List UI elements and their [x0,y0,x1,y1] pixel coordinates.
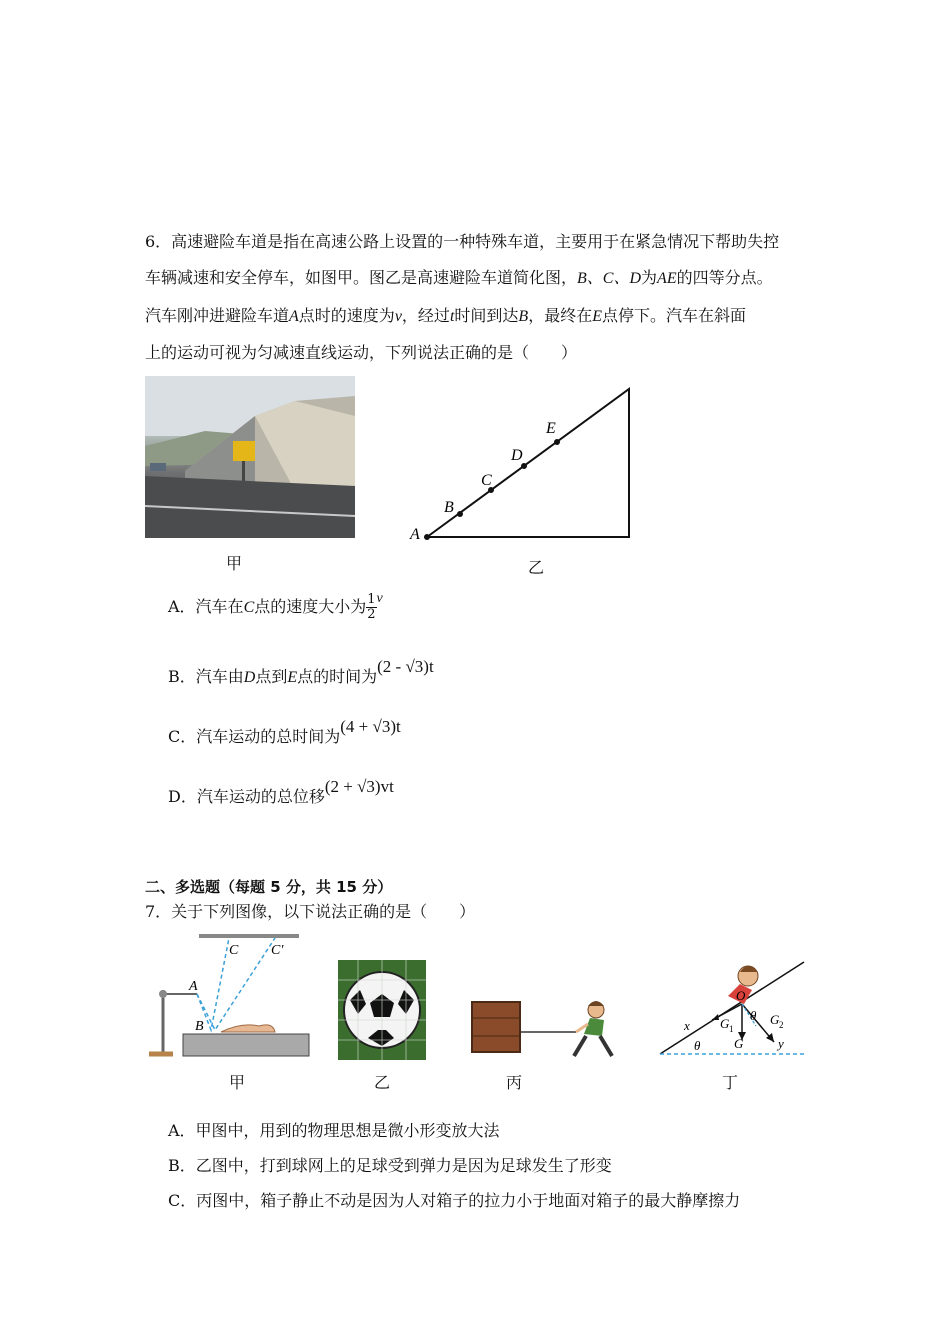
q6-option-d[interactable]: D．汽车运动的总位移(2 + √3)vt [168,777,394,806]
soccer-ball-figure [338,960,426,1060]
point-e [554,439,560,445]
svg-text:C′: C′ [271,943,284,958]
fraction-one-half: $\frac{1}{2}$ [367,592,376,622]
q7-caption-jia: 甲 [229,1073,246,1092]
label-d: D [511,447,523,464]
svg-text:B: B [195,1019,204,1034]
q6-option-b[interactable]: B．汽车由D点到E点的时间为(2 - √3)t [168,657,434,686]
q6-option-c[interactable]: C．汽车运动的总时间为(4 + √3)t [168,717,401,746]
pulling-crate-figure [466,996,626,1060]
svg-text:A: A [189,979,198,994]
svg-text:y: y [778,1036,784,1051]
svg-text:2: 2 [779,1020,784,1030]
scale-bar [199,934,299,938]
svg-text:θ: θ [694,1038,701,1053]
svg-text:G: G [770,1012,780,1027]
q7-caption-ding: 丁 [722,1073,739,1092]
label-b: B [444,499,454,516]
table-box [183,1034,309,1056]
caption-yi: 乙 [528,558,545,577]
label-c: C [481,472,492,489]
escape-lane-photo [145,376,355,538]
q7-caption-yi: 乙 [374,1073,391,1092]
q6-line-1: 6．高速避险车道是指在高速公路上设置的一种特殊车道，主要用于在紧急情况下帮助失控 [145,232,780,251]
svg-text:O: O [736,988,746,1003]
caption-jia: 甲 [226,554,243,573]
point-b [457,511,463,517]
svg-text:G: G [734,1036,744,1051]
q7-option-b[interactable]: B．乙图中，打到球网上的足球受到弹力是因为足球发生了形变 [168,1156,612,1175]
section-multiple-choice-title: 二、多选题（每题 5 分，共 15 分） [145,878,393,896]
q7-stem: 7．关于下列图像，以下说法正确的是（ ） [145,902,476,921]
svg-text:C: C [229,943,239,958]
label-a: A [410,526,420,543]
label-e: E [546,420,556,437]
q6-line-3: 汽车刚冲进避险车道A点时的速度为v，经过t时间到达B，最终在E点停下。汽车在斜面 [145,306,746,325]
svg-text:θ: θ [750,1008,757,1023]
q6-line-4: 上的运动可视为匀减速直线运动，下列说法正确的是（ ） [145,343,578,362]
micro-deformation-figure [143,930,315,1065]
svg-text:x: x [684,1018,690,1033]
q7-option-c[interactable]: C．丙图中，箱子静止不动是因为人对箱子的拉力小于地面对箱子的最大静摩擦力 [168,1191,741,1210]
q6-option-a[interactable]: A．汽车在C点的速度大小为 $\frac{1}{2}$ v [168,591,383,622]
crate-icon [472,1002,520,1052]
slide-force-figure [656,956,808,1060]
q7-option-a[interactable]: A．甲图中，用到的物理思想是微小形变放大法 [168,1121,500,1140]
point-a [424,534,430,540]
q6-line-2: 车辆减速和安全停车，如图甲。图乙是高速避险车道简化图，B、C、D为AE的四等分点。 [145,268,773,287]
incline-diagram [400,380,640,550]
svg-text:1: 1 [729,1024,734,1034]
svg-text:G: G [720,1016,730,1031]
q7-caption-bing: 丙 [506,1073,523,1092]
